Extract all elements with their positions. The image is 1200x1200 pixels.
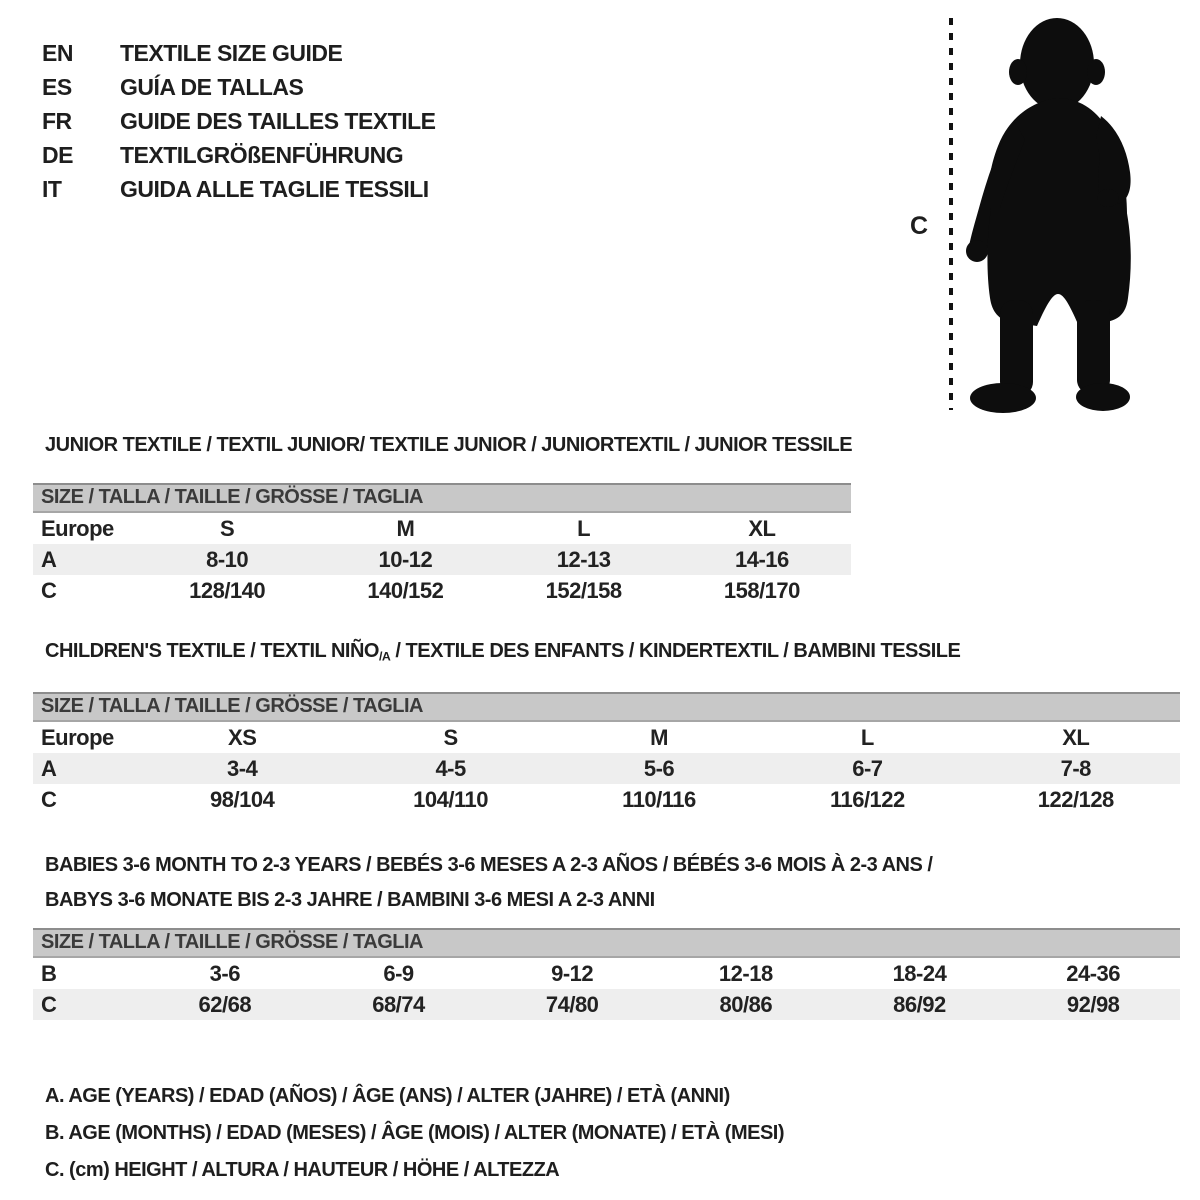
- table-cell: 8-10: [138, 544, 316, 575]
- lang-label: GUIDA ALLE TAGLIE TESSILI: [120, 175, 429, 202]
- children-col-header: L: [860, 724, 874, 750]
- table-cell: 18-24: [892, 960, 947, 986]
- lang-row-en: [42, 36, 436, 70]
- table-cell: 110/116: [622, 786, 696, 812]
- babies-size-bar: [33, 928, 1180, 958]
- size-bar-label: SIZE / TALLA / TAILLE / GRÖSSE / TAGLIA: [41, 931, 423, 953]
- lang-code: DE: [42, 141, 73, 168]
- row-label: C: [41, 786, 57, 812]
- children-title-subscript: /A: [378, 649, 391, 664]
- table-cell: 14-16: [673, 544, 851, 575]
- table-cell: 4-5: [346, 753, 554, 784]
- table-cell: 68/74: [312, 989, 486, 1020]
- lang-code: IT: [42, 175, 62, 202]
- lang-label: TEXTILE SIZE GUIDE: [120, 39, 343, 66]
- toddler-figure: [966, 18, 1131, 413]
- table-cell: 6-7: [763, 753, 971, 784]
- lang-label: GUÍA DE TALLAS: [120, 73, 304, 100]
- table-cell: 80/86: [659, 989, 833, 1020]
- legend-line-b: B. AGE (MONTHS) / EDAD (MESES) / ÂGE (MOIS) / ALTER (MONATE) / ETÀ (MESI): [45, 1122, 785, 1144]
- table-cell: 9-12: [551, 960, 594, 986]
- junior-header-row: [33, 513, 851, 544]
- table-cell: 62/68: [138, 989, 312, 1020]
- table-cell: 7-8: [972, 753, 1180, 784]
- junior-table: [33, 513, 851, 606]
- lang-row-it: [42, 172, 436, 206]
- table-cell: 122/128: [1037, 786, 1114, 812]
- size-bar-label: SIZE / TALLA / TAILLE / GRÖSSE / TAGLIA: [41, 486, 423, 508]
- children-col-header: S: [443, 724, 458, 750]
- babies-row-c: [33, 989, 1180, 1020]
- children-col-header: Europe: [41, 724, 114, 750]
- row-label: C: [41, 577, 57, 603]
- row-label: A: [33, 753, 138, 784]
- table-cell: 12-18: [718, 960, 773, 986]
- lang-row-es: [42, 70, 436, 104]
- junior-size-table: [33, 483, 851, 606]
- babies-section-title: [45, 848, 932, 918]
- table-cell: 140/152: [367, 577, 444, 603]
- measurement-legend: [45, 1078, 784, 1189]
- children-col-header: XS: [228, 724, 257, 750]
- junior-size-bar: [33, 483, 851, 513]
- table-cell: 3-4: [138, 753, 346, 784]
- lang-row-fr: [42, 104, 436, 138]
- size-bar-label: SIZE / TALLA / TAILLE / GRÖSSE / TAGLIA: [41, 695, 423, 717]
- table-cell: 128/140: [189, 577, 266, 603]
- table-cell: 86/92: [833, 989, 1007, 1020]
- children-col-header: M: [650, 724, 668, 750]
- table-cell: 152/158: [545, 577, 622, 603]
- toddler-silhouette-icon: [905, 8, 1155, 418]
- children-table: [33, 722, 1180, 815]
- babies-title-line1: BABIES 3-6 MONTH TO 2-3 YEARS / BEBÉS 3-6 MESES A 2-3 AÑOS / BÉBÉS 3-6 MOIS À 2-3 ANS /: [45, 854, 933, 876]
- table-cell: 3-6: [209, 960, 240, 986]
- lang-label: GUIDE DES TAILLES TEXTILE: [120, 107, 436, 134]
- legend-line-a: A. AGE (YEARS) / EDAD (AÑOS) / ÂGE (ANS) / ALTER (JAHRE) / ETÀ (ANNI): [45, 1085, 730, 1107]
- children-size-bar: [33, 692, 1180, 722]
- children-size-table: [33, 692, 1180, 815]
- table-cell: 10-12: [316, 544, 494, 575]
- junior-col-header: S: [220, 515, 235, 541]
- table-cell: 74/80: [485, 989, 659, 1020]
- table-cell: 104/110: [413, 786, 488, 812]
- babies-title-line2: BABYS 3-6 MONATE BIS 2-3 JAHRE / BAMBINI 3-6 MESI A 2-3 ANNI: [45, 889, 655, 911]
- junior-row-c: [33, 575, 851, 606]
- lang-label: TEXTILGRÖßENFÜHRUNG: [120, 141, 404, 168]
- babies-row-b: [33, 958, 1180, 989]
- table-cell: 98/104: [210, 786, 275, 812]
- junior-col-header: XL: [748, 515, 776, 541]
- junior-section-title: [45, 432, 852, 458]
- legend-line-c: C. (cm) HEIGHT / ALTURA / HAUTEUR / HÖHE / ALTEZZA: [45, 1159, 560, 1181]
- row-label: B: [41, 960, 57, 986]
- babies-table: [33, 958, 1180, 1020]
- table-cell: 24-36: [1066, 960, 1121, 986]
- junior-col-header: M: [396, 515, 415, 541]
- children-header-row: [33, 722, 1180, 753]
- table-cell: 5-6: [555, 753, 763, 784]
- table-cell: 6-9: [383, 960, 414, 986]
- lang-row-de: [42, 138, 436, 172]
- lang-code: FR: [42, 107, 72, 134]
- children-title-text2: / TEXTILE DES ENFANTS / KINDERTEXTIL / BAMBINI TESSILE: [390, 640, 961, 662]
- junior-col-header: L: [577, 515, 591, 541]
- children-col-header: XL: [1062, 724, 1090, 750]
- junior-title-text: JUNIOR TEXTILE / TEXTIL JUNIOR/ TEXTILE JUNIOR / JUNIORTEXTIL / JUNIOR TESSILE: [45, 434, 853, 456]
- language-title-list: [42, 36, 436, 206]
- table-cell: 92/98: [1006, 989, 1180, 1020]
- babies-size-table: [33, 928, 1180, 1020]
- row-label: A: [33, 544, 138, 575]
- children-row-c: [33, 784, 1180, 815]
- lang-code: ES: [42, 73, 72, 100]
- table-cell: 12-13: [495, 544, 673, 575]
- children-title-text: CHILDREN'S TEXTILE / TEXTIL NIÑO: [45, 640, 379, 662]
- children-section-title: [45, 638, 960, 669]
- row-label: C: [33, 989, 138, 1020]
- junior-col-header: Europe: [41, 515, 114, 541]
- height-measure-label: C: [910, 212, 928, 240]
- junior-row-a: [33, 544, 851, 575]
- table-cell: 116/122: [829, 786, 905, 812]
- children-row-a: [33, 753, 1180, 784]
- lang-code: EN: [42, 39, 73, 66]
- table-cell: 158/170: [723, 577, 800, 603]
